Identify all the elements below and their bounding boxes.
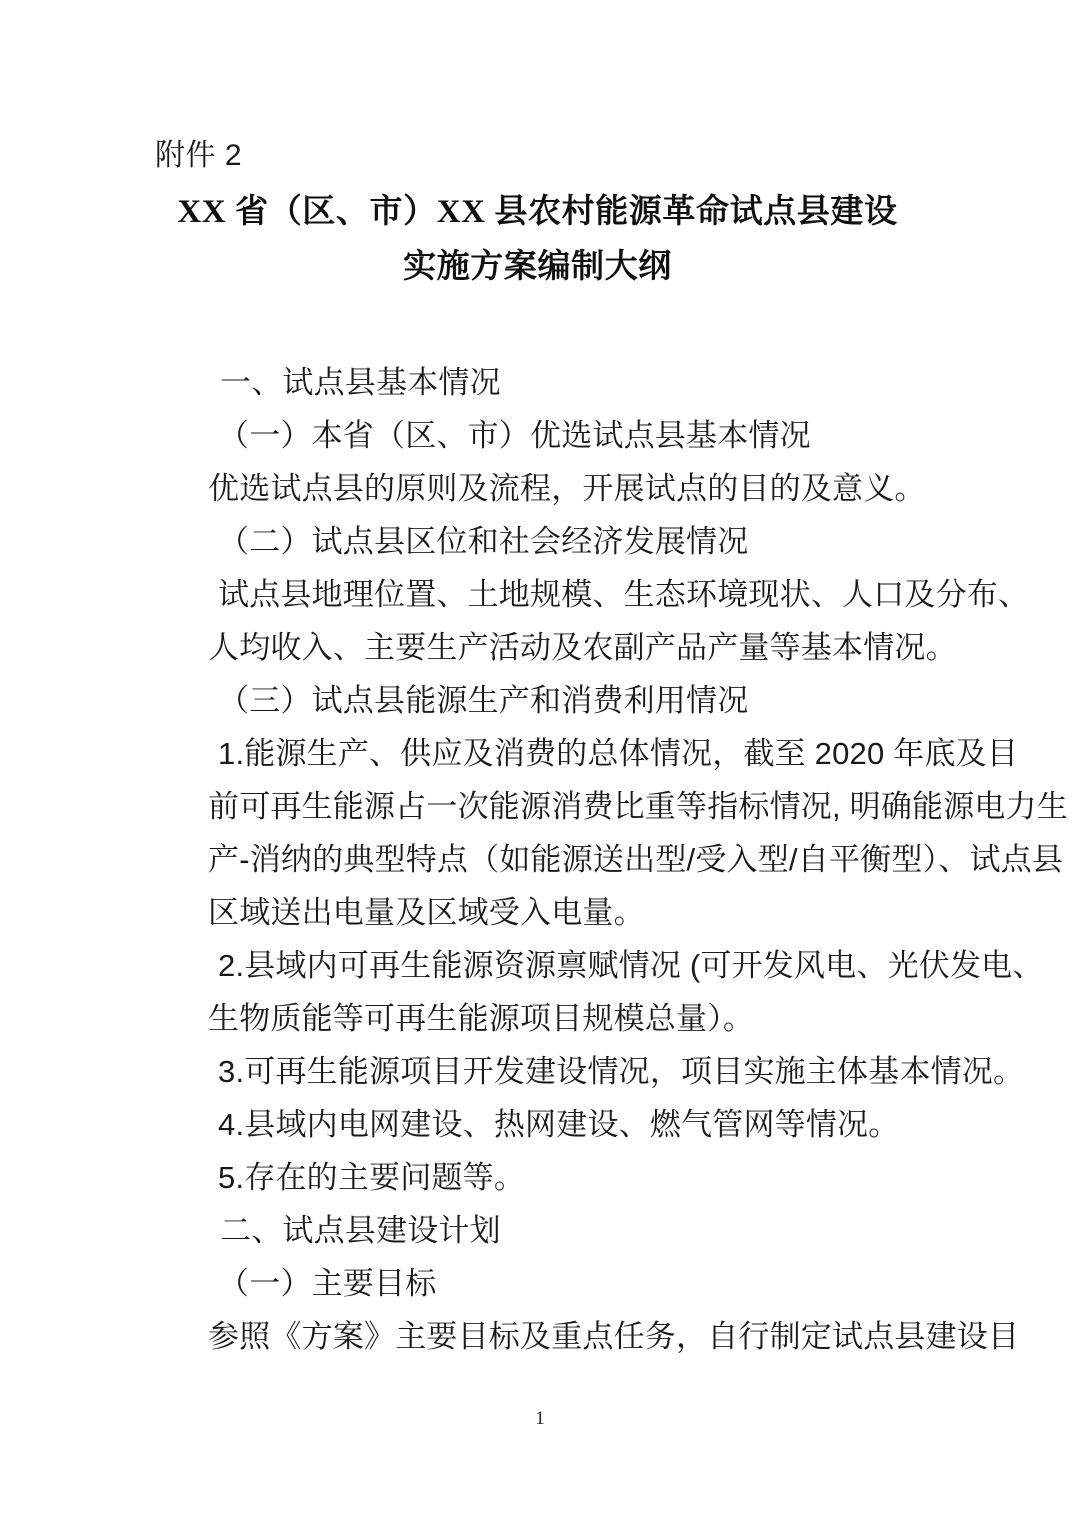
body-line: 试点县地理位置、土地规模、生态环境现状、人口及分布、 [218, 577, 1030, 612]
body-line: （一）本省（区、市）优选试点县基本情况 [218, 418, 811, 453]
body-line: 前可再生能源占一次能源消费比重等指标情况, 明确能源电力生 [208, 789, 1069, 824]
body-line: 3.可再生能源项目开发建设情况，项目实施主体基本情况。 [218, 1054, 1025, 1089]
body-line: 1.能源生产、供应及消费的总体情况，截至 2020 年底及目 [218, 736, 1019, 771]
document-title-line-1: XX 省（区、市）XX 县农村能源革命试点县建设 [177, 194, 898, 230]
body-line: 5.存在的主要问题等。 [218, 1160, 526, 1195]
body-line: 2.县域内可再生能源资源禀赋情况 (可开发风电、光伏发电、 [218, 948, 1044, 983]
body-line: （三）试点县能源生产和消费利用情况 [218, 683, 749, 718]
body-line: 参照《方案》主要目标及重点任务，自行制定试点县建设目 [208, 1319, 1020, 1354]
body-line: 产-消纳的典型特点（如能源送出型/受入型/自平衡型）、试点县 [208, 842, 1064, 877]
body-line: 一、试点县基本情况 [220, 365, 501, 400]
document-body [208, 356, 1069, 1363]
document-title-line-2: 实施方案编制大纲 [403, 247, 672, 284]
body-line: 4.县域内电网建设、热网建设、燃气管网等情况。 [218, 1107, 900, 1142]
body-line: 区域送出电量及区域受入电量。 [208, 895, 645, 930]
body-line: 二、试点县建设计划 [220, 1213, 501, 1248]
document-title [155, 186, 920, 292]
body-line: 生物质能等可再生能源项目规模总量）。 [208, 1001, 755, 1036]
body-line: （一）主要目标 [218, 1266, 437, 1301]
page-number: 1 [535, 1408, 545, 1429]
attachment-label: 附件 2 [155, 139, 243, 172]
body-line: 优选试点县的原则及流程，开展试点的目的及意义。 [208, 471, 926, 506]
document-header [155, 134, 925, 292]
body-line: 人均收入、主要生产活动及农副产品产量等基本情况。 [208, 630, 957, 665]
body-line: （二）试点县区位和社会经济发展情况 [218, 524, 749, 559]
